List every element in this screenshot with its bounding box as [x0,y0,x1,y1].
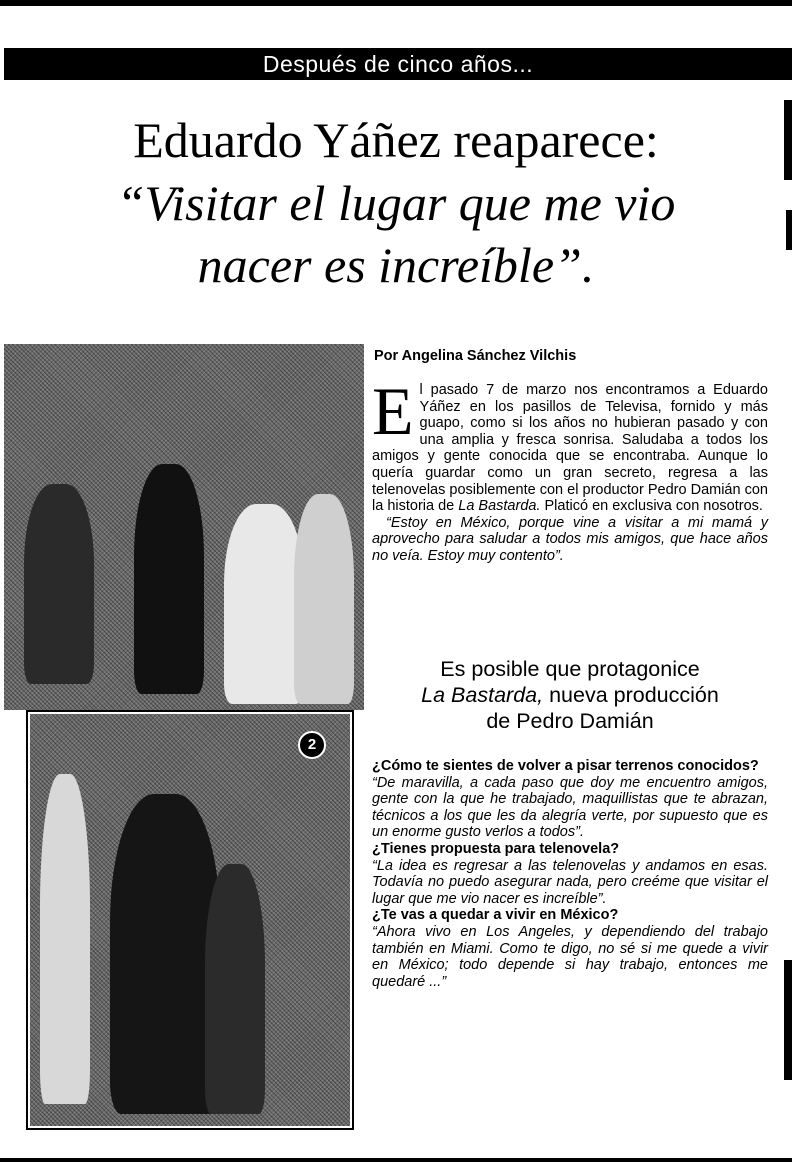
photo-crowd-corridor [4,344,364,710]
intro-title-italic: La Bastarda. [458,498,541,515]
photo-figure [24,484,94,684]
photo-eduardo-walking [28,712,352,1128]
subheading-title-italic: La Bastarda, [421,683,544,707]
photo-figure [205,864,265,1114]
question: ¿Te vas a quedar a vivir en México? [372,907,619,924]
photo-figure [134,464,204,694]
page-top-edge [0,0,792,6]
answer: “La idea es regresar a las telenovelas y andamos en esas. Todavía no puedo asegurar nada, pero creéme que visitar el lugar que me vio nacer es increíble”. [372,857,768,907]
interview-qa [372,758,768,990]
subheading-line-2-rest: nueva producción [543,683,719,707]
question: ¿Cómo te sientes de volver a pisar terrenos conocidos? [372,758,759,774]
intro-text-end: Platicó en exclusiva con nosotros. [540,498,763,515]
scan-edge-mark [784,100,792,180]
drop-cap: E [372,373,414,449]
photo-figure [224,504,304,704]
photo-figure [110,794,220,1114]
answer: “De maravilla, a cada paso que doy me encuentro amigos, gente con la que he trabajado, maquillistas que te abrazan, técnicos a los que les da alegría verte, por supuesto que es un enorme gusto verlos a todos”. [372,774,768,841]
photo-number-badge: 2 [298,731,326,759]
scan-edge-mark [786,210,792,250]
page-bottom-edge [0,1158,792,1162]
subheading-line-3: de Pedro Damián [486,709,654,733]
intro-text: l pasado 7 de marzo nos encontramos a Eduardo Yáñez en los pasillos de Televisa, fornido y más guapo, como si los años no hubieran pasado y con una amplia y fresca sonrisa. Saludaba a todos los amigos y gente conocida que se encontraba. Aunque lo quería guardar como un gran secreto, regresa a las telenovelas posiblemente con el productor Pedro Damián con la historia de [372,382,768,515]
subheading-line-2 [360,682,780,708]
answer: “Ahora vivo en Los Angeles, y dependiendo del trabajo también en Miami. Como te digo, no sé si me quede a vivir en México; todo depende si hay trabajo, entonces me quedaré ...” [372,923,768,990]
subheading [360,656,780,734]
scan-edge-mark [784,960,792,1080]
headline-line-2: “Visitar el lugar que me vio [116,175,676,231]
headline-line-1: Eduardo Yáñez reaparece: [133,112,659,168]
section-banner: Después de cinco años... [4,48,792,80]
intro-article-body [372,373,768,565]
photo-figure [40,774,90,1104]
photo-figure [294,494,354,704]
intro-quote: “Estoy en México, porque vine a visitar a mi mamá y aprovecho para saludar a todos mis amigos, que hace años no veía. Estoy muy contento”. [372,514,768,564]
intro-paragraph [372,373,768,515]
byline: Por Angelina Sánchez Vilchis [374,348,577,364]
subheading-line-1: Es posible que protagonice [440,657,700,681]
question: ¿Tienes propuesta para telenovela? [372,840,620,857]
headline [40,108,752,296]
headline-line-3: nacer es increíble”. [197,237,595,293]
